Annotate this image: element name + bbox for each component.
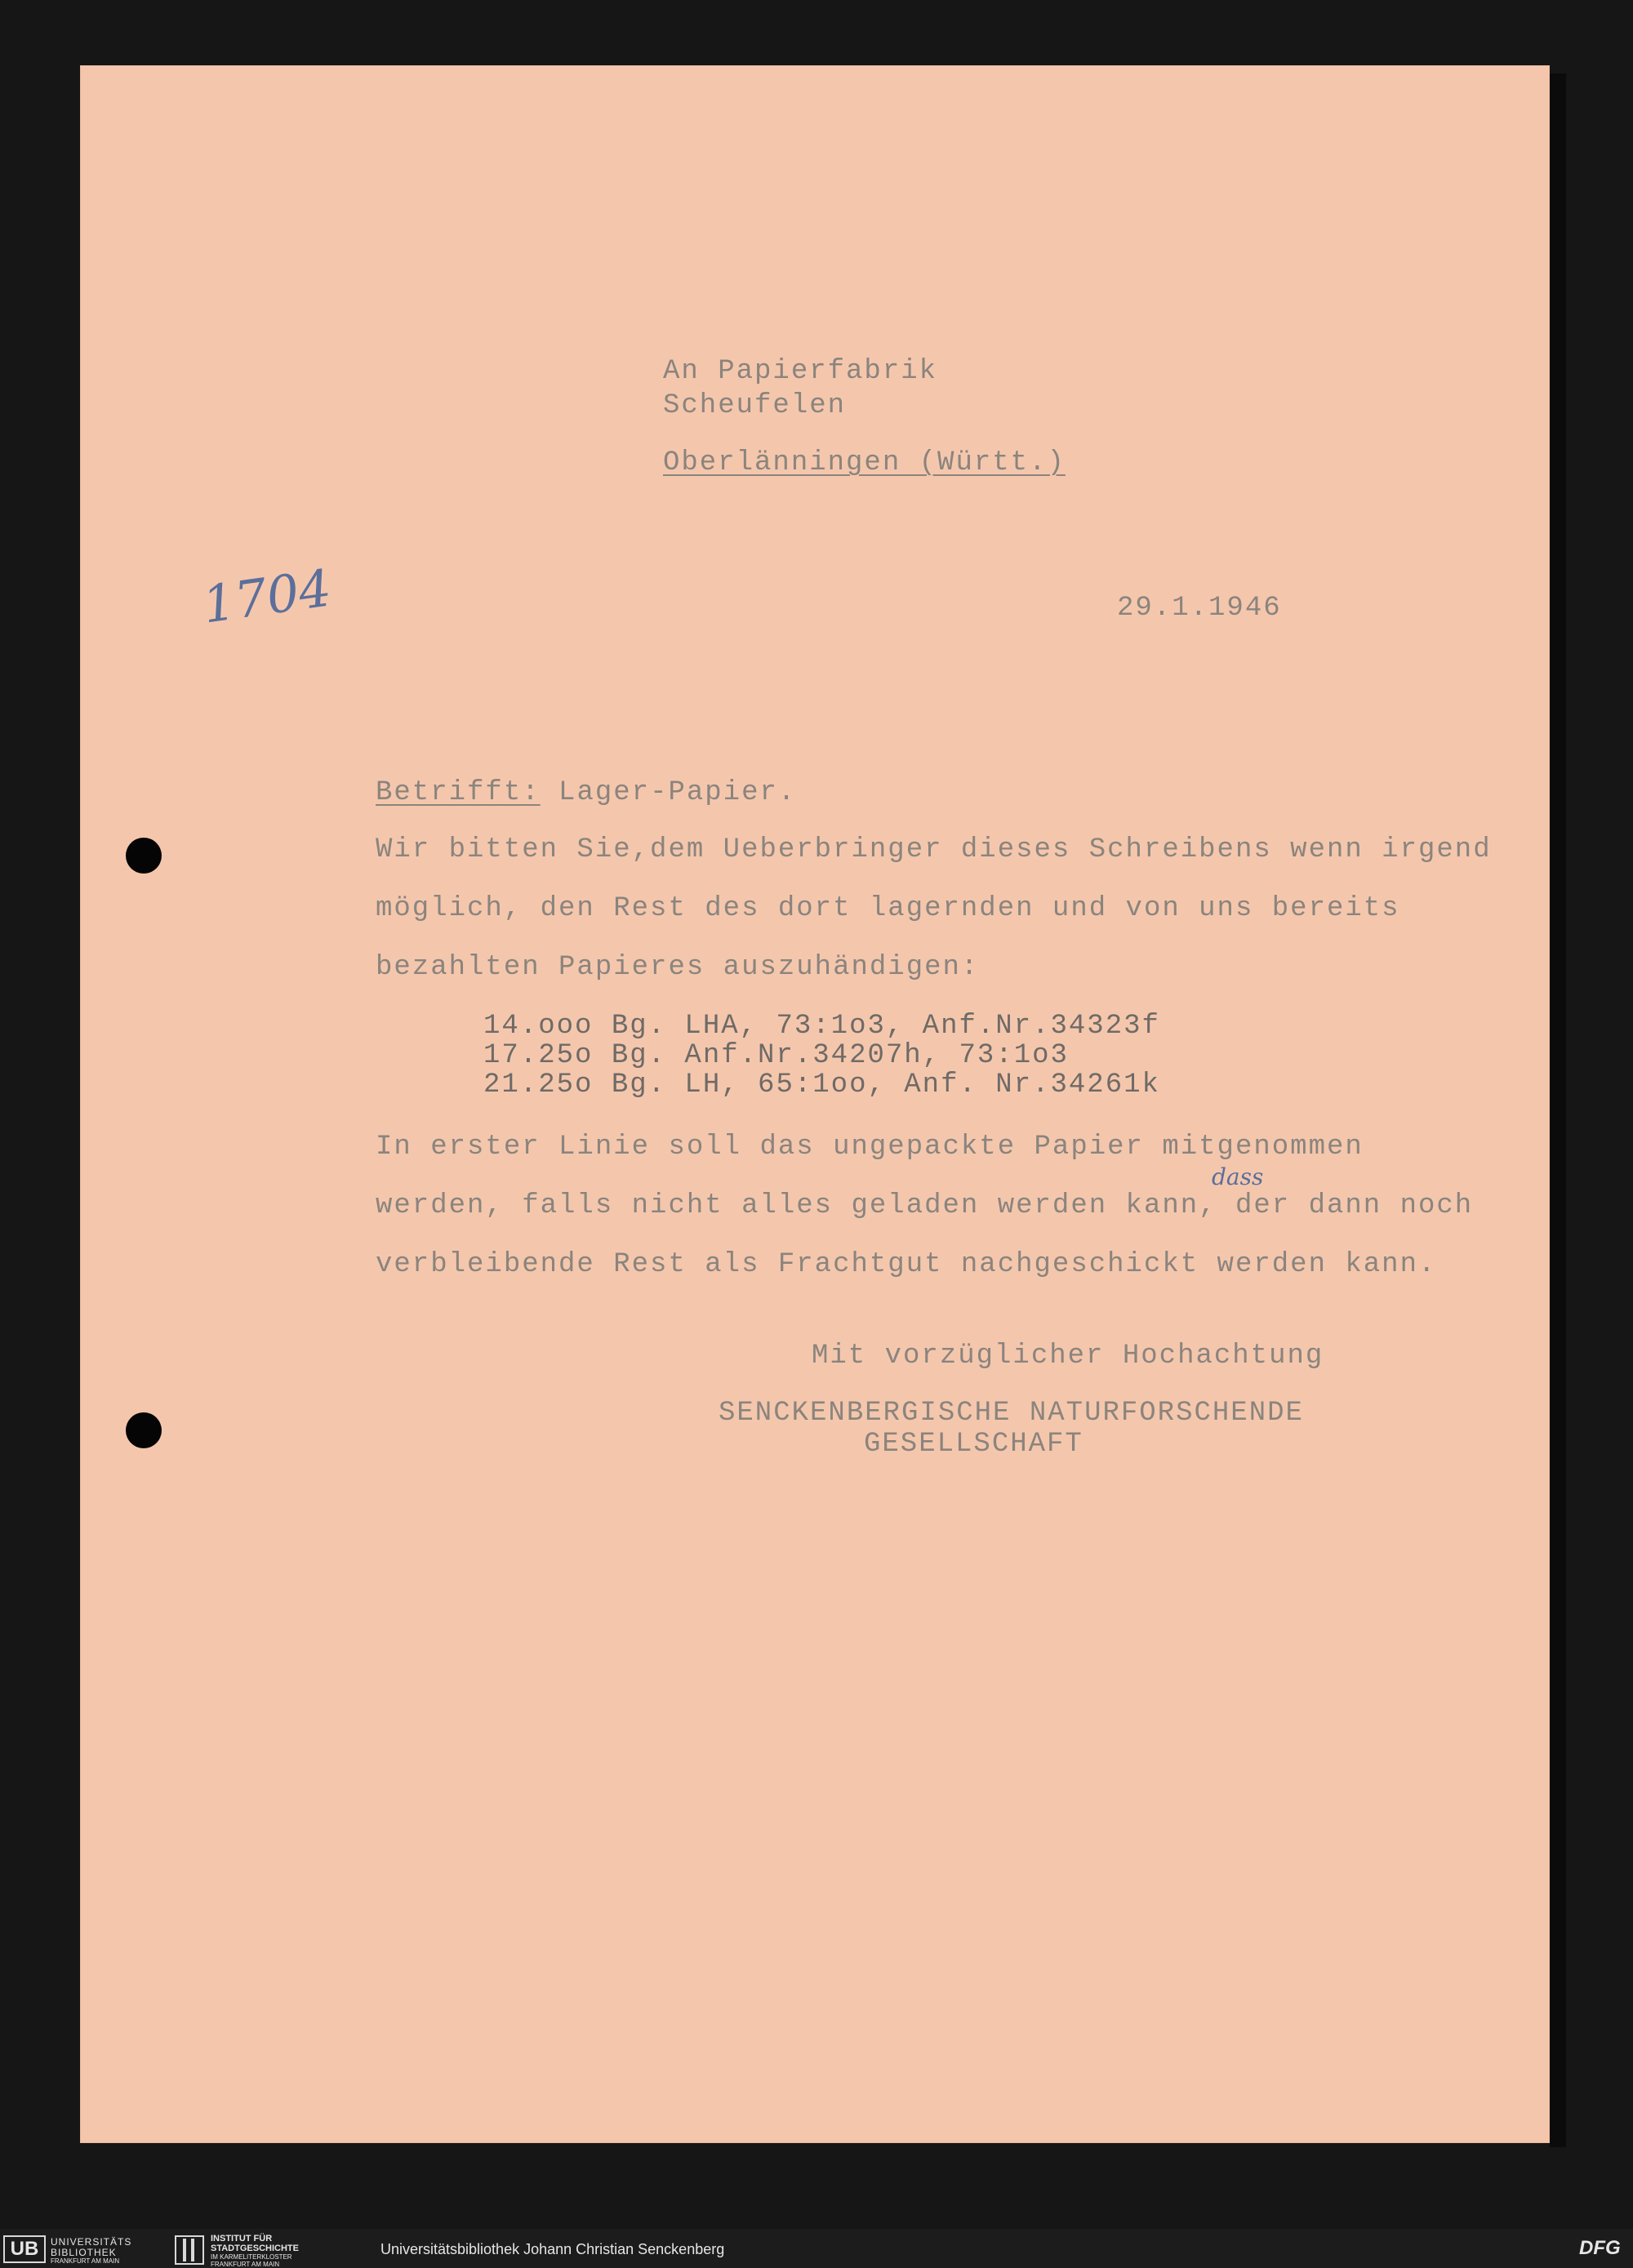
body-line-3: bezahlten Papieres auszuhändigen: xyxy=(376,952,980,983)
library-name-1: UNIVERSITÄTS xyxy=(51,2236,132,2248)
library-name-2: BIBLIOTHEK xyxy=(51,2247,117,2258)
punch-hole-bottom xyxy=(126,1412,162,1448)
ub-logo: UB xyxy=(3,2235,46,2263)
closing-line-1: In erster Linie soll das ungepackte Papier mitgenommen xyxy=(376,1132,1364,1163)
address-line-3: Oberlänningen (Württ.) xyxy=(663,447,1066,478)
subject-text: Lager-Papier. xyxy=(558,777,797,808)
handwritten-number: 1704 xyxy=(198,558,336,635)
body-line-2: möglich, den Rest des dort lagernden und von uns bereits xyxy=(376,893,1400,924)
institute-line-1: INSTITUT FÜR xyxy=(211,2234,273,2244)
institute-line-2: STADTGESCHICHTE xyxy=(211,2244,299,2253)
dfg-logo: DFG xyxy=(1579,2237,1621,2259)
sheet-shadow xyxy=(1550,73,1566,2147)
closing-line-3: verbleibende Rest als Frachtgut nachgeschickt werden kann. xyxy=(376,1249,1437,1280)
subject-label: Betrifft: xyxy=(376,777,541,808)
institute-logo-icon xyxy=(175,2235,204,2265)
signature-line-1: SENCKENBERGISCHE NATURFORSCHENDE xyxy=(719,1398,1304,1429)
signature-line-2: GESELLSCHAFT xyxy=(864,1429,1083,1460)
library-city: FRANKFURT AM MAIN xyxy=(51,2257,120,2265)
letter-sheet xyxy=(80,65,1550,2143)
body-line-1: Wir bitten Sie,dem Ueberbringer dieses Schreibens wenn irgend xyxy=(376,834,1492,865)
salutation: Mit vorzüglicher Hochachtung xyxy=(812,1341,1324,1372)
institute-line-4: FRANKFURT AM MAIN xyxy=(211,2261,280,2268)
handwritten-insert: dass xyxy=(1212,1163,1264,1190)
address-line-1: An Papierfabrik xyxy=(663,356,938,387)
closing-line-2: werden, falls nicht alles geladen werden kann, der dann noch xyxy=(376,1190,1474,1221)
subject-line xyxy=(376,779,796,807)
footer-center-text: Universitätsbibliothek Johann Christian Senckenberg xyxy=(380,2241,725,2257)
item-line-2: 17.25o Bg. Anf.Nr.34207h, 73:1o3 xyxy=(483,1040,1069,1071)
punch-hole-top xyxy=(126,838,162,874)
institute-line-3: IM KARMELITERKLOSTER xyxy=(211,2253,292,2261)
item-line-1: 14.ooo Bg. LHA, 73:1o3, Anf.Nr.34323f xyxy=(483,1011,1160,1042)
address-line-2: Scheufelen xyxy=(663,390,847,421)
letter-date: 29.1.1946 xyxy=(1117,593,1282,624)
item-line-3: 21.25o Bg. LH, 65:1oo, Anf. Nr.34261k xyxy=(483,1070,1160,1101)
